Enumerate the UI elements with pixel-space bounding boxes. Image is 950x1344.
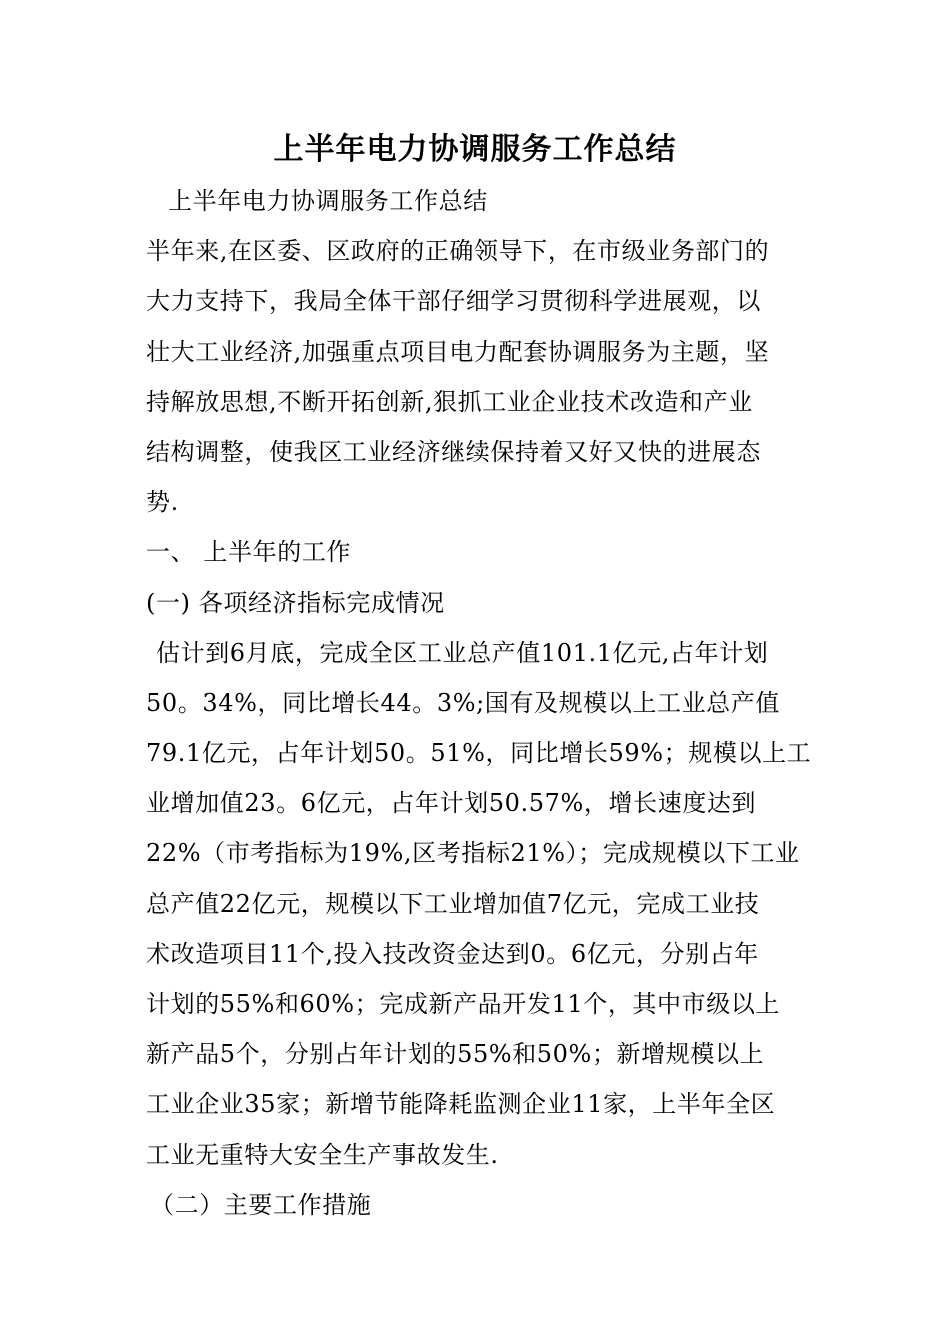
paragraph-line: 结构调整，使我区工业经济继续保持着又好又快的进展态 bbox=[146, 437, 761, 466]
document-title: 上半年电力协调服务工作总结 bbox=[273, 132, 677, 167]
subtitle-line: 上半年电力协调服务工作总结 bbox=[168, 187, 488, 215]
paragraph-line: 持解放思想,不断开拓创新,狠抓工业企业技术改造和产业 bbox=[146, 387, 753, 416]
paragraph-line: 79.1亿元，占年计划50。51%，同比增长59%；规模以上工 bbox=[146, 739, 812, 768]
paragraph-line: 大力支持下，我局全体干部仔细学习贯彻科学进展观，以 bbox=[146, 287, 761, 316]
paragraph-line: 势. bbox=[146, 488, 179, 517]
paragraph-line: 估计到6月底，完成全区工业总产值101.1亿元,占年计划 bbox=[156, 638, 769, 667]
subsection-heading: （二）主要工作措施 bbox=[150, 1190, 372, 1219]
paragraph-line: 新产品5个，分别占年计划的55%和50%；新增规模以上 bbox=[146, 1040, 765, 1069]
section-heading: 一、 上半年的工作 bbox=[146, 538, 352, 567]
paragraph-line: 工业企业35家；新增节能降耗监测企业11家，上半年全区 bbox=[146, 1090, 776, 1119]
paragraph-line: 壮大工业经济,加强重点项目电力配套协调服务为主题，坚 bbox=[146, 337, 770, 366]
paragraph-line: 半年来,在区委、区政府的正确领导下，在市级业务部门的 bbox=[146, 237, 770, 266]
paragraph-line: 业增加值23。6亿元，占年计划50.57%，增长速度达到 bbox=[146, 789, 757, 818]
paragraph-line: 50。34%，同比增长44。3%;国有及规模以上工业总产值 bbox=[146, 688, 780, 717]
paragraph-line: 计划的55%和60%；完成新产品开发11个，其中市级以上 bbox=[146, 990, 781, 1018]
paragraph-line: 22%（市考指标为19%,区考指标21%）；完成规模以下工业 bbox=[146, 839, 800, 868]
document-body bbox=[146, 176, 814, 1230]
paragraph-line: 术改造项目11个,投入技改资金达到0。6亿元，分别占年 bbox=[146, 939, 759, 968]
paragraph-line: 总产值22亿元，规模以下工业增加值7亿元，完成工业技 bbox=[146, 889, 760, 918]
subsection-heading: (一) 各项经济指标完成情况 bbox=[146, 588, 445, 617]
paragraph-line: 工业无重特大安全生产事故发生. bbox=[146, 1140, 499, 1169]
